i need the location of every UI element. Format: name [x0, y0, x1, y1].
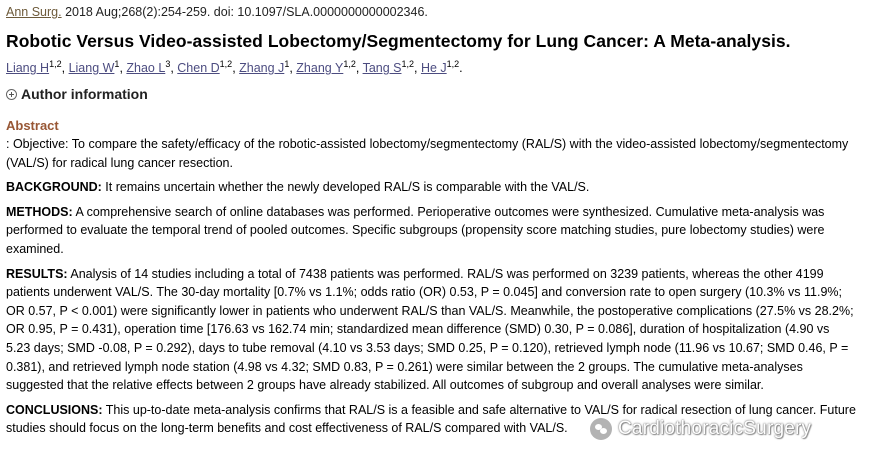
abstract-objective: : Objective: To compare the safety/efficacy of the robotic-assisted lobectomy/segmentectomy (RAL/S) with the video-assisted lobectomy/segmentectomy (VAL/S) for radical lung cancer resection. — [6, 137, 849, 170]
author-link[interactable]: He J — [420, 61, 447, 75]
author-affiliation: 1 — [284, 59, 290, 69]
background-label: BACKGROUND: — [6, 180, 102, 195]
background-text: It remains uncertain whether the newly developed RAL/S is comparable with the VAL/S. — [101, 180, 590, 195]
author-information-toggle[interactable] — [6, 85, 866, 103]
author-affiliation: 1,2 — [401, 59, 414, 69]
author-affiliation: 1 — [114, 59, 120, 69]
abstract-methods — [6, 203, 856, 259]
author-separator: , — [170, 61, 178, 75]
wechat-icon — [590, 418, 612, 440]
article-page — [6, 0, 866, 438]
author-affiliation: 1,2 — [219, 59, 233, 69]
author-link[interactable]: Tang S — [362, 61, 402, 75]
abstract-background — [6, 178, 856, 197]
author-separator: , — [119, 61, 127, 75]
watermark-text: CardiothoracicSurgery — [618, 418, 812, 439]
methods-label: METHODS: — [6, 204, 73, 219]
author-separator: , — [355, 61, 363, 75]
abstract-results — [6, 265, 856, 395]
author-separator: , — [232, 61, 240, 75]
author-separator: , — [289, 61, 297, 75]
author-affiliation: 1,2 — [49, 59, 62, 69]
conclusions-label: CONCLUSIONS: — [6, 402, 103, 417]
author-link[interactable]: Zhang Y — [296, 61, 344, 75]
author-affiliation: 1,2 — [343, 59, 356, 69]
author-link[interactable]: Chen D — [177, 61, 220, 75]
author-affiliation: 3 — [165, 59, 171, 69]
methods-text: A comprehensive search of online databases was performed. Perioperative outcomes were synthesized. Cumulative meta-analysis was performed to evaluate the temporal trend of pooled outcomes. Specific subgroups (propensity score matching studies, pure lobectomy studies) were examined. — [6, 204, 825, 256]
author-information-label: Author information — [21, 86, 148, 102]
author-link[interactable]: Liang H — [6, 61, 50, 75]
author-link[interactable]: Zhang J — [239, 61, 285, 75]
author-link[interactable]: Liang W — [68, 61, 115, 75]
results-text: Analysis of 14 studies including a total of 7438 patients was performed. RAL/S was performed on 3239 patients, whereas the other 4199 patients underwent VAL/S. The 30-day mortality [0.7% vs 1.1%; odds ratio (OR) 0.53, P = 0.045] and conversion rate to open surgery (10.3% vs 11.9%; OR 0.57, P < 0.001) were significantly lower in patients who underwent RAL/S than VAL/S. Meanwhile, the postoperative complications (27.5% vs 28.2%; OR 0.95, P = 0.431), operation time [176.63 vs 162.74 min; standardized mean difference (SMD) 0.30, P = 0.086], duration of hospitalization (4.90 vs 5.23 days; SMD -0.08, P = 0.292), days to tube removal (4.10 vs 3.53 days; SMD 0.25, P = 0.120), retrieved lymph node (11.96 vs 10.67; SMD 0.46, P = 0.381), and retrieved lymph node station (4.98 vs 4.32; SMD 0.83, P = 0.261) were similar between the 2 groups. The cumulative meta-analyses suggested that the relative effects between 2 groups have already stabilized. All outcomes of subgroup and overall analyses were similar. — [6, 266, 854, 393]
journal-link[interactable]: Ann Surg. — [6, 5, 62, 19]
author-link[interactable]: Zhao L — [126, 61, 166, 75]
article-title: Robotic Versus Video-assisted Lobectomy/Segmentectomy for Lung Cancer: A Meta-analysis. — [6, 31, 791, 51]
citation-details: 2018 Aug;268(2):254-259. doi: 10.1097/SLA.0000000000002346. — [61, 5, 428, 19]
author-separator: , — [414, 61, 421, 75]
author-affiliation: 1,2 — [446, 59, 460, 69]
author-separator: . — [459, 61, 463, 75]
conclusions-text: This up-to-date meta-analysis confirms that RAL/S is a feasible and safe alternative to VAL/S for radical resection of lung cancer. Future studies should focus on the long-term benefits and cost effectiveness of RAL/S compared with VAL/S. — [6, 402, 856, 436]
watermark — [590, 418, 811, 440]
results-label: RESULTS: — [6, 266, 68, 281]
expand-plus-icon[interactable] — [6, 89, 17, 100]
author-separator: , — [61, 61, 69, 75]
citation-line — [6, 4, 866, 20]
author-list — [6, 59, 866, 77]
abstract-heading: Abstract — [6, 118, 59, 133]
